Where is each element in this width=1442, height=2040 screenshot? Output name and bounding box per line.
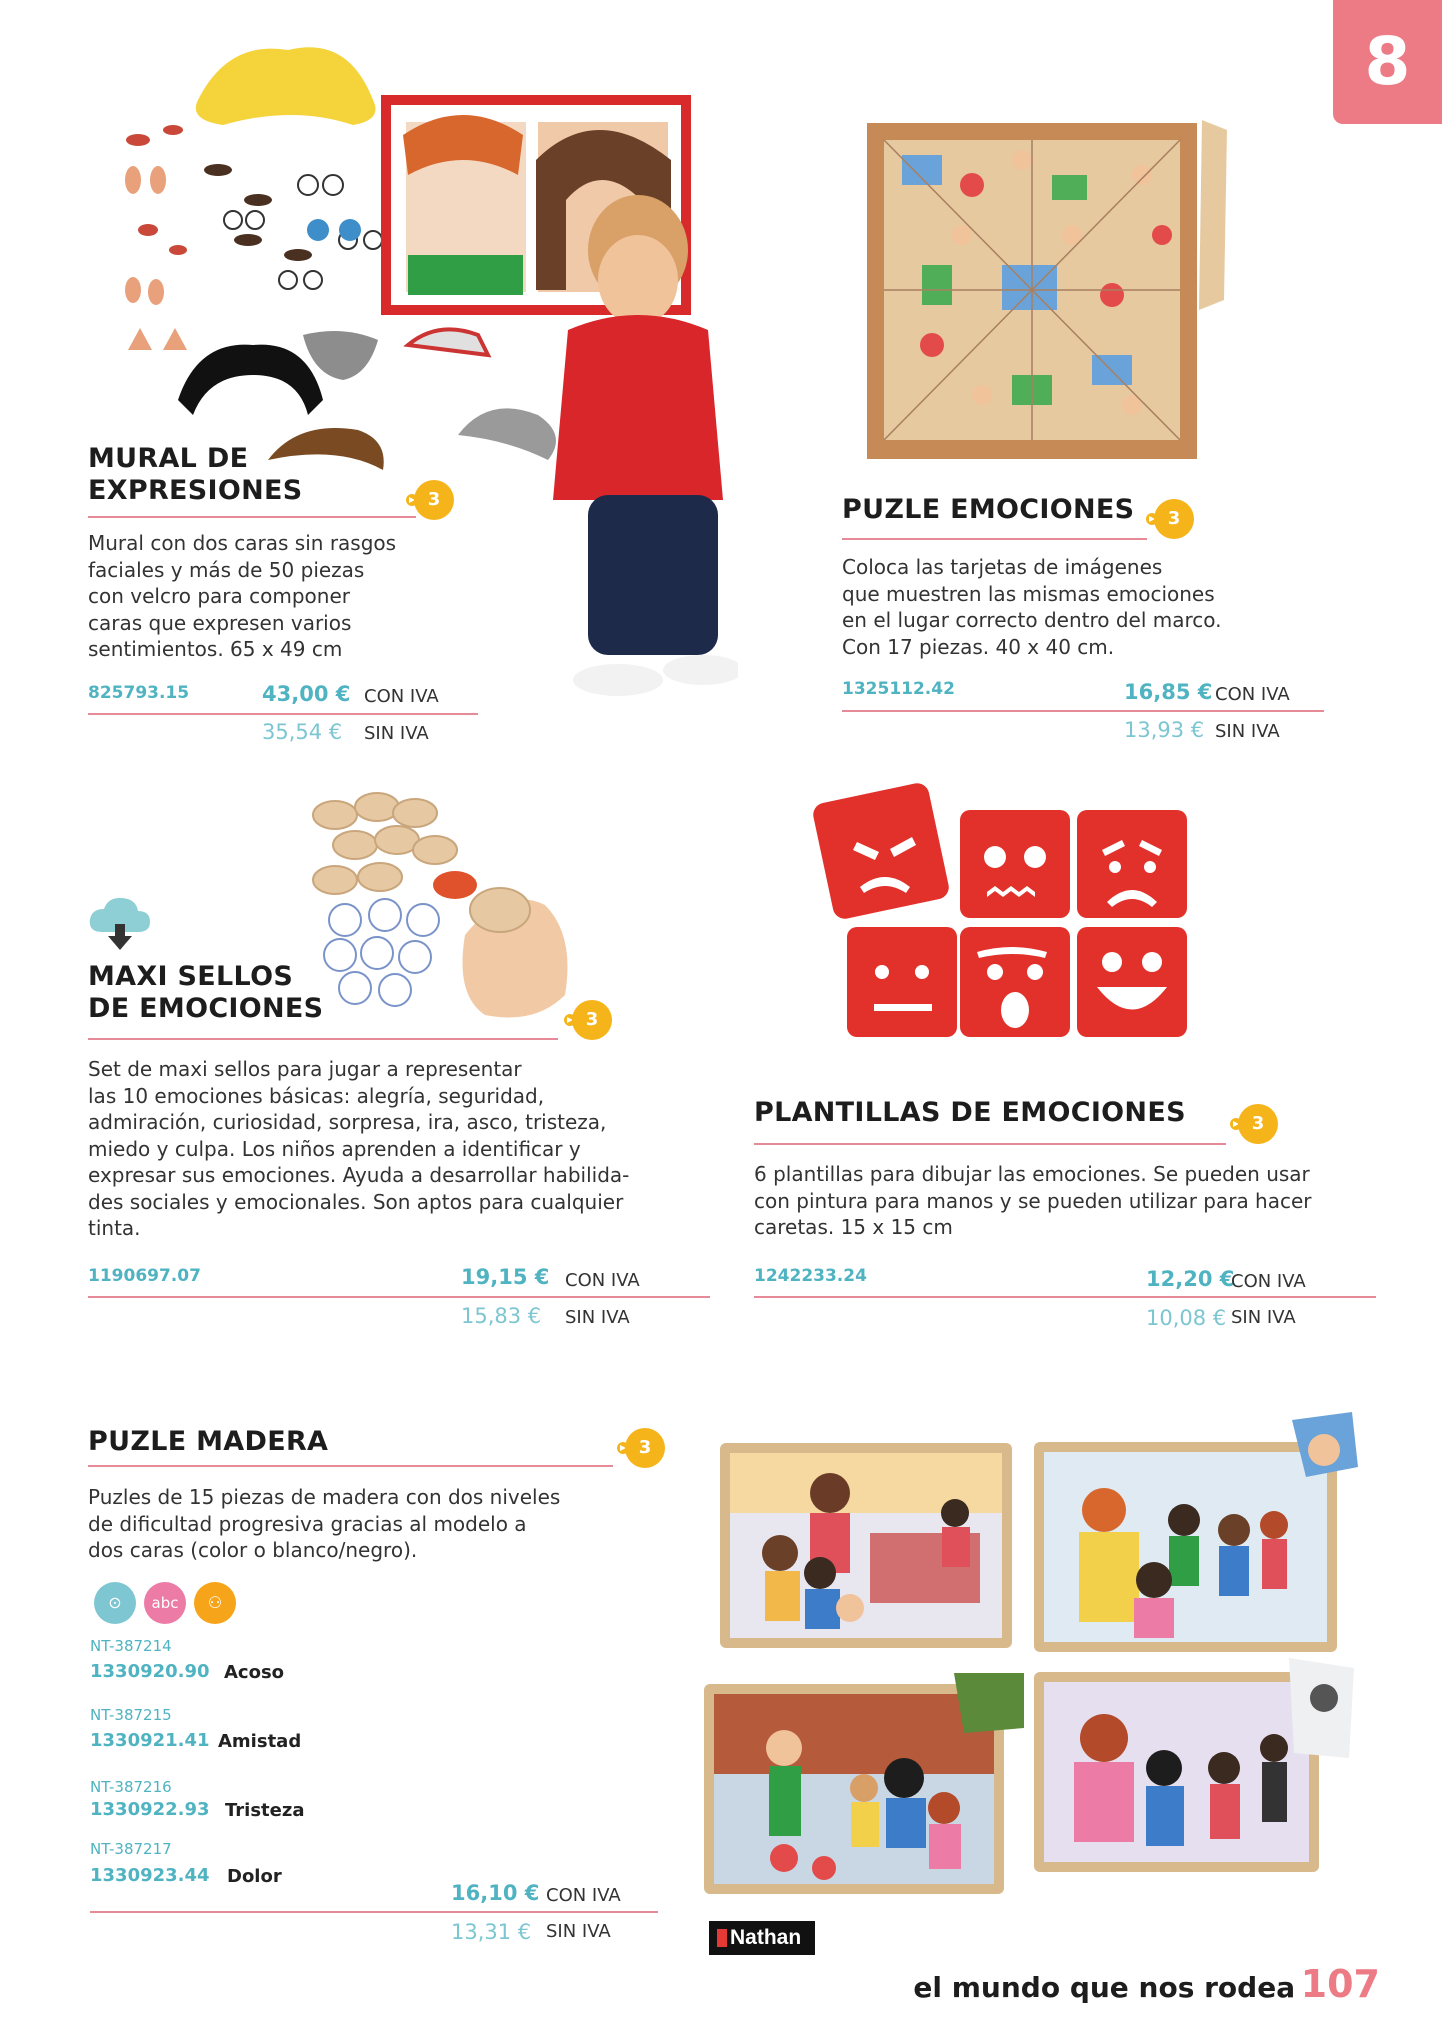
age-badge: 3: [1230, 1104, 1276, 1144]
no-tax-label: SIN IVA: [1215, 721, 1280, 742]
variant-code: NT-387216: [90, 1778, 172, 1796]
price-with-tax: 16,85 €: [1124, 680, 1213, 704]
price-rule: [88, 1296, 710, 1298]
puzle-emociones-image: [862, 115, 1230, 465]
product-description: Coloca las tarjetas de imágenes que muestren las mismas emociones en el lugar correcto dentro del marco. Con 17 piezas. 40 x 40 cm.: [842, 555, 1222, 659]
product-ref: 825793.15: [88, 683, 190, 703]
price-without-tax: 13,31 €: [451, 1920, 532, 1944]
puzle-madera-image-dolor: [1034, 1658, 1359, 1878]
product-title: PUZLE MADERA: [88, 1426, 329, 1457]
tax-label: CON IVA: [565, 1270, 640, 1291]
product-ref: 1242233.24: [754, 1266, 867, 1286]
variant-code: NT-387217: [90, 1840, 172, 1858]
puzle-madera-image-tristeza: [704, 1668, 1026, 1898]
price-without-tax: 13,93 €: [1124, 718, 1205, 742]
price-without-tax: 15,83 €: [461, 1304, 542, 1328]
no-tax-label: SIN IVA: [565, 1307, 630, 1328]
abc-icon: abc: [144, 1582, 186, 1624]
age-badge: 3: [564, 1000, 610, 1040]
price-with-tax: 16,10 €: [451, 1881, 540, 1905]
puzle-madera-image-acoso: [720, 1443, 1012, 1648]
product-title: PUZLE EMOCIONES: [842, 494, 1135, 525]
age-badge: 3: [617, 1428, 663, 1468]
tax-label: CON IVA: [1215, 684, 1290, 705]
variant-ref: 1330920.90: [90, 1661, 210, 1682]
maxi-sellos-image: [305, 785, 575, 1025]
price-with-tax: 12,20 €: [1146, 1267, 1235, 1291]
tax-label: CON IVA: [364, 686, 439, 707]
variant-ref: 1330923.44: [90, 1865, 210, 1886]
puzzle-icon: ⊙: [94, 1582, 136, 1624]
price-with-tax: 19,15 €: [461, 1265, 550, 1289]
variant-ref: 1330922.93: [90, 1799, 210, 1820]
nathan-logo: Nathan: [709, 1921, 815, 1955]
product-description: Puzles de 15 piezas de madera con dos niveles de dificultad progresiva gracias al modelo a dos caras (color o blanco/negro).: [88, 1485, 561, 1562]
no-tax-label: SIN IVA: [364, 723, 429, 744]
product-description: Set de maxi sellos para jugar a representar las 10 emociones básicas: alegría, seguridad, admiración, curiosidad, sorpresa, ira, asco, tristeza, miedo y culpa. Los niños aprenden a identificar y expresar sus emociones. Ayuda a desarrollar habilida- des sociales y emocionales. Son aptos para cualquier tinta.: [88, 1057, 630, 1240]
section-name: el mundo que nos rodea: [913, 1971, 1296, 2004]
title-rule: [754, 1143, 1226, 1145]
variant-code: NT-387214: [90, 1637, 172, 1655]
product-ref: 1190697.07: [88, 1266, 201, 1286]
product-description: Mural con dos caras sin rasgos faciales y más de 50 piezas con velcro para componer caras que expresen varios sentimientos. 65 x 49 cm: [88, 531, 397, 661]
variant-name: Acoso: [224, 1662, 285, 1683]
price-rule: [754, 1296, 1376, 1298]
price-rule: [842, 710, 1324, 712]
tax-label: CON IVA: [1231, 1271, 1306, 1292]
product-title: MURAL DE EXPRESIONES: [88, 443, 303, 506]
no-tax-label: SIN IVA: [546, 1921, 611, 1942]
people-icon: ⚇: [194, 1582, 236, 1624]
product-description: 6 plantillas para dibujar las emociones. Se pueden usar con pintura para manos y se pueden utilizar para hacer caretas. 15 x 15 cm: [754, 1162, 1312, 1239]
variant-code: NT-387215: [90, 1706, 172, 1724]
puzle-madera-image-amistad: [1034, 1410, 1359, 1655]
title-rule: [88, 1038, 558, 1040]
price-without-tax: 10,08 €: [1146, 1306, 1227, 1330]
page-number: 107: [1300, 1962, 1380, 2006]
tax-label: CON IVA: [546, 1885, 621, 1906]
title-rule: [842, 538, 1147, 540]
plantillas-emociones-image: [812, 782, 1192, 1042]
no-tax-label: SIN IVA: [1231, 1307, 1296, 1328]
product-title: PLANTILLAS DE EMOCIONES: [754, 1097, 1186, 1128]
price-rule: [90, 1911, 658, 1913]
section-tab: 8: [1333, 0, 1442, 124]
page-footer: [913, 1962, 1380, 2006]
title-rule: [88, 1465, 613, 1467]
product-title: MAXI SELLOS DE EMOCIONES: [88, 961, 324, 1024]
price-with-tax: 43,00 €: [262, 682, 351, 706]
variant-name: Dolor: [227, 1866, 282, 1887]
age-badge: 3: [1146, 499, 1192, 539]
product-ref: 1325112.42: [842, 679, 955, 699]
variant-name: Amistad: [218, 1731, 302, 1752]
age-badge: 3: [406, 480, 452, 520]
variant-ref: 1330921.41: [90, 1730, 210, 1751]
price-rule: [88, 713, 478, 715]
variant-name: Tristeza: [225, 1800, 305, 1821]
download-cloud-icon[interactable]: [88, 898, 152, 954]
title-rule: [88, 516, 416, 518]
price-without-tax: 35,54 €: [262, 720, 343, 744]
